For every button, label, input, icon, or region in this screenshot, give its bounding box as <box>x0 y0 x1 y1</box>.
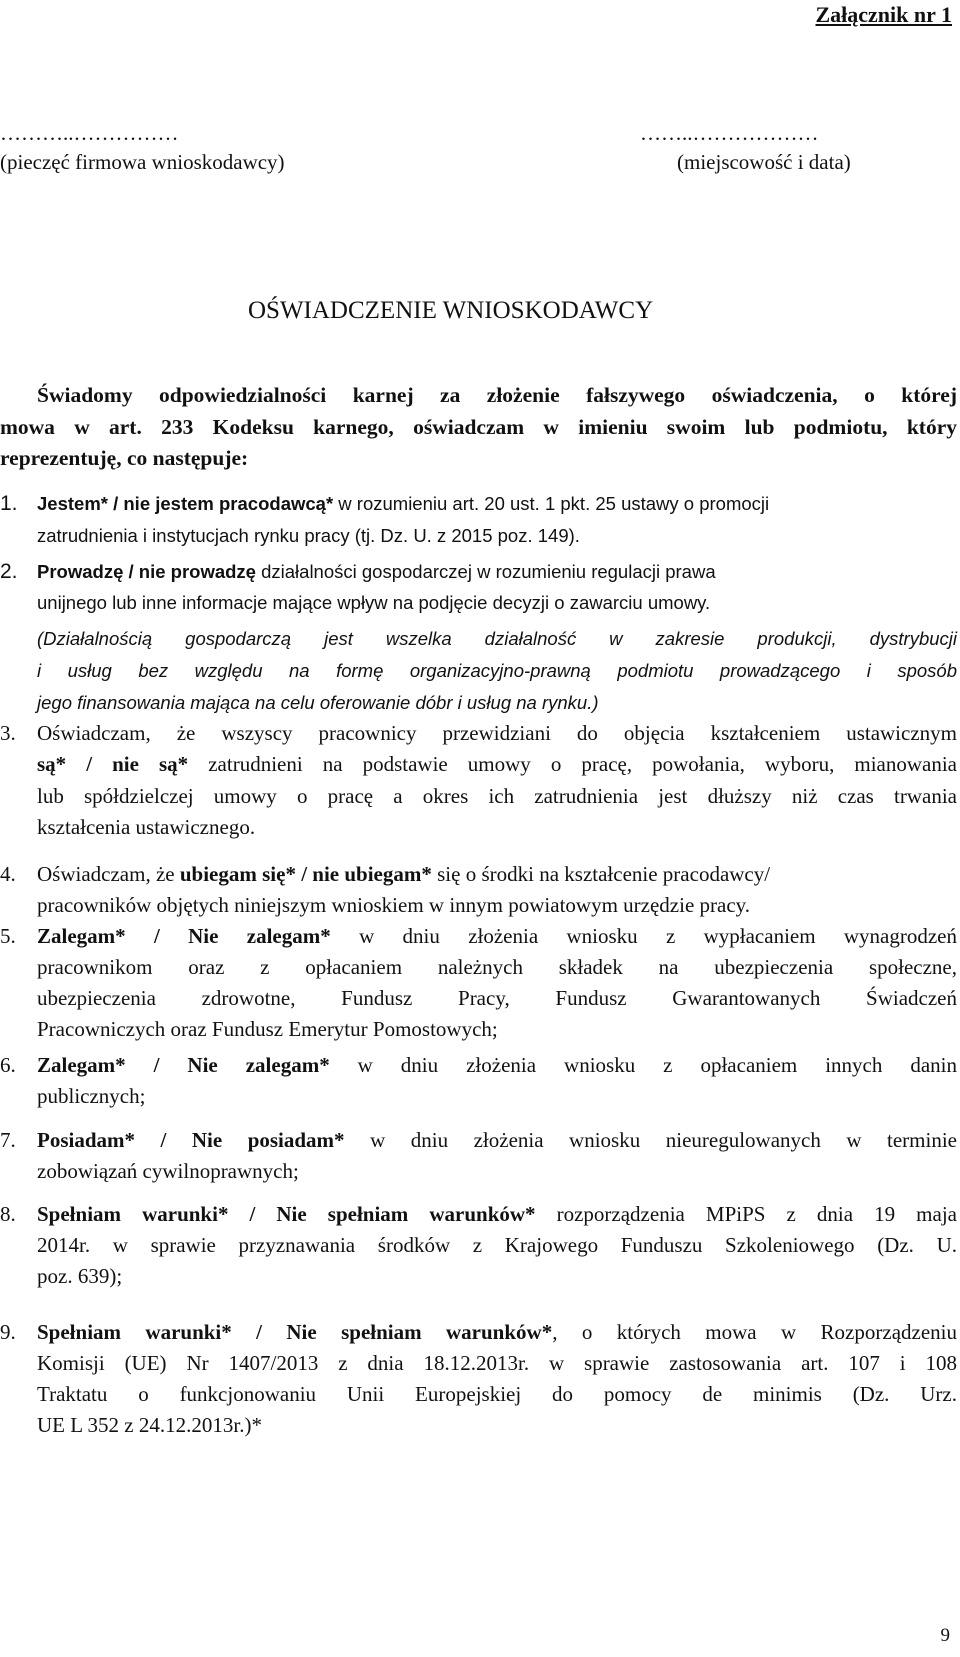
item-choice: są* / nie są* <box>37 752 189 776</box>
stamp-dots: ………..…………… <box>0 121 179 145</box>
item-line <box>37 750 957 778</box>
item-text: w dniu złożenia wniosku nieuregulowanych w terminie <box>344 1128 958 1152</box>
item-choice: Spełniam warunki* / Nie spełniam warunków* <box>37 1320 553 1344</box>
document-title: OŚWIADCZENIE WNIOSKODAWCY <box>248 297 654 324</box>
item-line <box>37 490 957 518</box>
item-line: Pracowniczych oraz Fundusz Emerytur Pomostowych; <box>37 1017 498 1041</box>
item-number: 6. <box>0 1053 16 1077</box>
item-line <box>37 1051 957 1079</box>
item-line: 2014r. w sprawie przyznawania środków z Krajowego Funduszu Szkoleniowego (Dz. U. <box>37 1233 957 1257</box>
item-number: 1. <box>0 492 18 515</box>
stamp-caption: (pieczęć firmowa wnioskodawcy) <box>0 150 285 174</box>
item-text: , o których mowa w Rozporządzeniu <box>552 1320 957 1344</box>
item-text: Oświadczam, że <box>37 862 180 886</box>
item-number: 4. <box>0 862 16 886</box>
item-line: zatrudnienia i instytucjach rynku pracy (tj. Dz. U. z 2015 poz. 149). <box>37 525 580 546</box>
item-text: w dniu złożenia wniosku z opłacaniem innych danin <box>329 1053 958 1077</box>
item-text: rozporządzenia MPiPS z dnia 19 maja <box>535 1202 957 1226</box>
place-date-dots: ……..……………… <box>640 121 819 145</box>
item-text: zatrudnieni na podstawie umowy o pracę, powołania, wyboru, mianowania <box>188 752 958 776</box>
item-text: w dniu złożenia wniosku z wypłacaniem wynagrodzeń <box>330 924 957 948</box>
item-choice: Zalegam* / Nie zalegam* <box>37 924 331 948</box>
item-line: zobowiązań cywilnoprawnych; <box>37 1159 299 1183</box>
item-choice: Zalegam* / Nie zalegam* <box>37 1053 330 1077</box>
item-line: unijnego lub inne informacje mające wpływ na podjęcie decyzji o zawarciu umowy. <box>37 592 711 613</box>
item-text: w rozumieniu art. 20 ust. 1 pkt. 25 ustawy o promocji <box>333 493 770 514</box>
item-line <box>37 1200 957 1228</box>
item-line <box>37 1126 957 1154</box>
item-line: UE L 352 z 24.12.2013r.)* <box>37 1413 262 1437</box>
item-line <box>37 1318 957 1346</box>
item-line: ubezpieczenia zdrowotne, Fundusz Pracy, Fundusz Gwarantowanych Świadczeń <box>37 986 957 1010</box>
annex-label: Załącznik nr 1 <box>815 2 952 27</box>
item-number: 8. <box>0 1202 16 1226</box>
page-number: 9 <box>940 1625 950 1646</box>
item-text: działalności gospodarczej w rozumieniu regulacji prawa <box>255 561 716 582</box>
item-line: poz. 639); <box>37 1264 123 1288</box>
item-line: publicznych; <box>37 1084 146 1108</box>
item-line: kształcenia ustawicznego. <box>37 815 256 839</box>
item-line <box>37 558 957 586</box>
item-line <box>37 860 957 888</box>
item-line: Oświadczam, że wszyscy pracownicy przewidziani do objęcia kształceniem ustawicznym <box>37 721 957 745</box>
intro-line: reprezentuję, co następuje: <box>0 446 249 470</box>
item-line: pracownikom oraz z opłacaniem należnych składek na ubezpieczenia społeczne, <box>37 955 957 979</box>
item-line: Traktatu o funkcjonowaniu Unii Europejskiej do pomocy de minimis (Dz. Urz. <box>37 1382 957 1406</box>
item-line: pracowników objętych niniejszym wnioskiem w innym powiatowym urzędzie pracy. <box>37 893 751 917</box>
item-number: 2. <box>0 560 18 583</box>
intro-line: mowa w art. 233 Kodeksu karnego, oświadczam w imieniu swoim lub podmiotu, który <box>0 415 957 439</box>
item-note: jego finansowania mająca na celu oferowanie dóbr i usług na rynku.) <box>37 692 599 713</box>
item-choice: Spełniam warunki* / Nie spełniam warunków* <box>37 1202 536 1226</box>
item-choice: Posiadam* / Nie posiadam* <box>37 1128 345 1152</box>
place-date-caption: (miejscowość i data) <box>677 150 851 174</box>
item-number: 5. <box>0 924 16 948</box>
item-line: lub spółdzielczej umowy o pracę a okres ich zatrudnienia jest dłuższy niż czas trwania <box>37 784 957 808</box>
item-text: się o środki na kształcenie pracodawcy/ <box>431 862 771 886</box>
item-choice: ubiegam się* / nie ubiegam* <box>179 862 432 886</box>
item-note: i usług bez względu na formę organizacyjno-prawną podmiotu prowadzącego i sposób <box>37 660 957 681</box>
item-line <box>37 922 957 950</box>
item-number: 9. <box>0 1320 16 1344</box>
item-note: (Działalnością gospodarczą jest wszelka działalność w zakresie produkcji, dystrybucji <box>37 628 957 649</box>
item-choice: Prowadzę / nie prowadzę <box>37 561 256 582</box>
item-number: 3. <box>0 721 16 745</box>
item-choice: Jestem* / nie jestem pracodawcą* <box>37 493 334 514</box>
item-number: 7. <box>0 1128 16 1152</box>
intro-line: Świadomy odpowiedzialności karnej za złożenie fałszywego oświadczenia, o której <box>37 383 957 407</box>
item-line: Komisji (UE) Nr 1407/2013 z dnia 18.12.2013r. w sprawie zastosowania art. 107 i 108 <box>37 1351 957 1375</box>
